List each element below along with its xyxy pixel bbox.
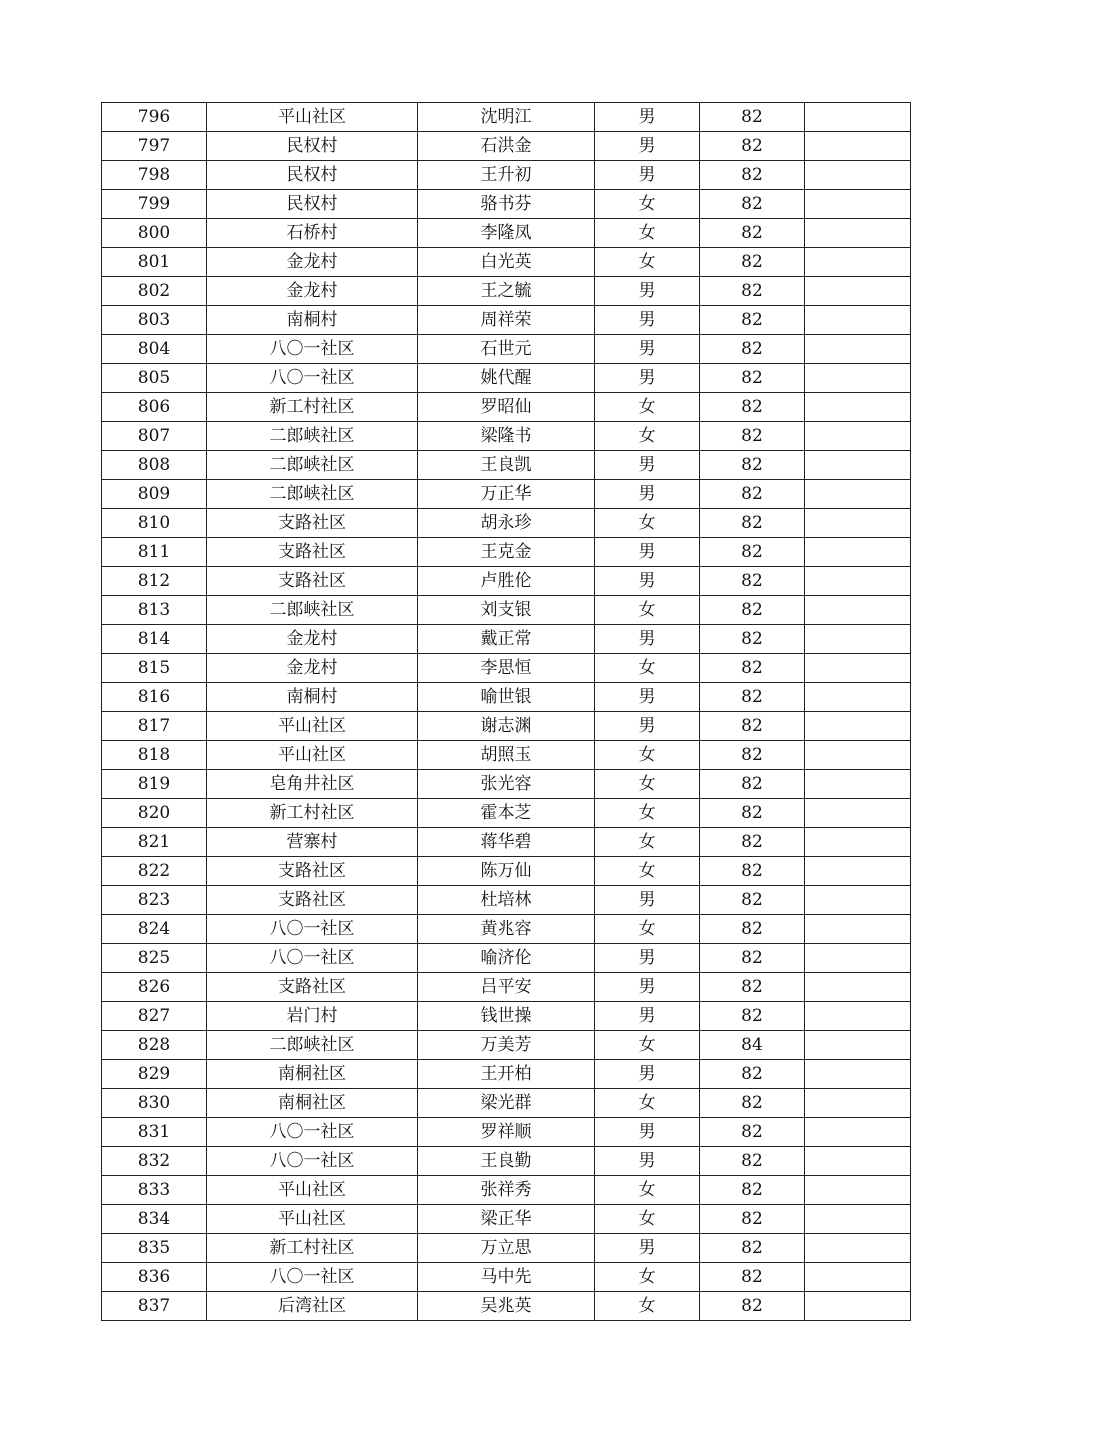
row-number-cell: 824 [102, 915, 207, 944]
age-cell: 82 [700, 161, 805, 190]
community-cell: 后湾社区 [207, 1292, 418, 1321]
table-row [102, 422, 911, 451]
sex-cell: 男 [595, 712, 700, 741]
name-cell: 喻世银 [418, 683, 595, 712]
note-cell [805, 1089, 911, 1118]
sex-cell: 女 [595, 828, 700, 857]
row-number-cell: 831 [102, 1118, 207, 1147]
name-cell: 陈万仙 [418, 857, 595, 886]
note-cell [805, 1176, 911, 1205]
age-cell: 82 [700, 654, 805, 683]
sex-cell: 男 [595, 277, 700, 306]
community-cell: 平山社区 [207, 1176, 418, 1205]
table-row [102, 103, 911, 132]
name-cell: 王之毓 [418, 277, 595, 306]
sex-cell: 女 [595, 741, 700, 770]
name-cell: 李隆凤 [418, 219, 595, 248]
table-row [102, 190, 911, 219]
table-row [102, 219, 911, 248]
name-cell: 石洪金 [418, 132, 595, 161]
row-number-cell: 832 [102, 1147, 207, 1176]
row-number-cell: 828 [102, 1031, 207, 1060]
name-cell: 梁光群 [418, 1089, 595, 1118]
note-cell [805, 393, 911, 422]
row-number-cell: 801 [102, 248, 207, 277]
row-number-cell: 822 [102, 857, 207, 886]
community-cell: 营寨村 [207, 828, 418, 857]
age-cell: 82 [700, 625, 805, 654]
name-cell: 万立思 [418, 1234, 595, 1263]
table-row [102, 1292, 911, 1321]
sex-cell: 男 [595, 161, 700, 190]
sex-cell: 男 [595, 1118, 700, 1147]
note-cell [805, 567, 911, 596]
note-cell [805, 335, 911, 364]
community-cell: 八〇一社区 [207, 335, 418, 364]
row-number-cell: 810 [102, 509, 207, 538]
community-cell: 支路社区 [207, 973, 418, 1002]
community-cell: 金龙村 [207, 248, 418, 277]
table-row [102, 1118, 911, 1147]
community-cell: 八〇一社区 [207, 1147, 418, 1176]
row-number-cell: 816 [102, 683, 207, 712]
age-cell: 82 [700, 480, 805, 509]
row-number-cell: 836 [102, 1263, 207, 1292]
community-cell: 八〇一社区 [207, 1118, 418, 1147]
age-cell: 82 [700, 335, 805, 364]
row-number-cell: 813 [102, 596, 207, 625]
community-cell: 金龙村 [207, 654, 418, 683]
name-cell: 罗昭仙 [418, 393, 595, 422]
document-sheet [101, 102, 911, 1321]
table-row [102, 538, 911, 567]
row-number-cell: 811 [102, 538, 207, 567]
community-cell: 新工村社区 [207, 1234, 418, 1263]
row-number-cell: 808 [102, 451, 207, 480]
table-row [102, 654, 911, 683]
age-cell: 82 [700, 596, 805, 625]
name-cell: 王克金 [418, 538, 595, 567]
note-cell [805, 306, 911, 335]
age-cell: 82 [700, 538, 805, 567]
note-cell [805, 132, 911, 161]
table-row [102, 335, 911, 364]
age-cell: 82 [700, 1118, 805, 1147]
name-cell: 蒋华碧 [418, 828, 595, 857]
age-cell: 82 [700, 393, 805, 422]
sex-cell: 女 [595, 219, 700, 248]
community-cell: 支路社区 [207, 538, 418, 567]
sex-cell: 男 [595, 886, 700, 915]
community-cell: 二郎峡社区 [207, 480, 418, 509]
age-cell: 82 [700, 944, 805, 973]
sex-cell: 男 [595, 306, 700, 335]
age-cell: 82 [700, 683, 805, 712]
name-cell: 钱世操 [418, 1002, 595, 1031]
note-cell [805, 973, 911, 1002]
sex-cell: 男 [595, 103, 700, 132]
name-cell: 王升初 [418, 161, 595, 190]
row-number-cell: 815 [102, 654, 207, 683]
community-cell: 南桐社区 [207, 1089, 418, 1118]
row-number-cell: 812 [102, 567, 207, 596]
age-cell: 84 [700, 1031, 805, 1060]
row-number-cell: 819 [102, 770, 207, 799]
sex-cell: 男 [595, 683, 700, 712]
note-cell [805, 1118, 911, 1147]
community-cell: 平山社区 [207, 741, 418, 770]
table-row [102, 509, 911, 538]
age-cell: 82 [700, 973, 805, 1002]
note-cell [805, 364, 911, 393]
sex-cell: 女 [595, 393, 700, 422]
table-row [102, 1234, 911, 1263]
row-number-cell: 829 [102, 1060, 207, 1089]
name-cell: 卢胜伦 [418, 567, 595, 596]
community-cell: 二郎峡社区 [207, 422, 418, 451]
age-cell: 82 [700, 915, 805, 944]
table-row [102, 1089, 911, 1118]
sex-cell: 女 [595, 1263, 700, 1292]
community-cell: 八〇一社区 [207, 1263, 418, 1292]
age-cell: 82 [700, 277, 805, 306]
sex-cell: 女 [595, 1089, 700, 1118]
age-cell: 82 [700, 364, 805, 393]
table-row [102, 1031, 911, 1060]
community-cell: 皂角井社区 [207, 770, 418, 799]
sex-cell: 男 [595, 973, 700, 1002]
table-row [102, 683, 911, 712]
table-row [102, 451, 911, 480]
sex-cell: 男 [595, 335, 700, 364]
sex-cell: 女 [595, 915, 700, 944]
community-cell: 民权村 [207, 190, 418, 219]
sex-cell: 男 [595, 538, 700, 567]
note-cell [805, 1060, 911, 1089]
age-cell: 82 [700, 567, 805, 596]
row-number-cell: 837 [102, 1292, 207, 1321]
community-cell: 八〇一社区 [207, 364, 418, 393]
table-row [102, 132, 911, 161]
note-cell [805, 480, 911, 509]
community-cell: 新工村社区 [207, 799, 418, 828]
table-row [102, 248, 911, 277]
age-cell: 82 [700, 306, 805, 335]
age-cell: 82 [700, 741, 805, 770]
note-cell [805, 799, 911, 828]
row-number-cell: 817 [102, 712, 207, 741]
table-row [102, 596, 911, 625]
note-cell [805, 248, 911, 277]
name-cell: 白光英 [418, 248, 595, 277]
sex-cell: 男 [595, 132, 700, 161]
name-cell: 王良勤 [418, 1147, 595, 1176]
age-cell: 82 [700, 1147, 805, 1176]
name-cell: 黄兆容 [418, 915, 595, 944]
note-cell [805, 422, 911, 451]
age-cell: 82 [700, 1292, 805, 1321]
sex-cell: 男 [595, 451, 700, 480]
sex-cell: 女 [595, 799, 700, 828]
name-cell: 刘支银 [418, 596, 595, 625]
age-cell: 82 [700, 248, 805, 277]
table-row [102, 1205, 911, 1234]
sex-cell: 女 [595, 509, 700, 538]
table-row [102, 915, 911, 944]
name-cell: 胡永珍 [418, 509, 595, 538]
age-cell: 82 [700, 770, 805, 799]
table-row [102, 799, 911, 828]
sex-cell: 男 [595, 1147, 700, 1176]
row-number-cell: 818 [102, 741, 207, 770]
table-row [102, 1002, 911, 1031]
table-row [102, 828, 911, 857]
name-cell: 周祥荣 [418, 306, 595, 335]
table-row [102, 886, 911, 915]
age-cell: 82 [700, 1176, 805, 1205]
row-number-cell: 799 [102, 190, 207, 219]
age-cell: 82 [700, 886, 805, 915]
roster-table [101, 102, 911, 1321]
name-cell: 吕平安 [418, 973, 595, 1002]
sex-cell: 女 [595, 770, 700, 799]
row-number-cell: 798 [102, 161, 207, 190]
sex-cell: 女 [595, 1176, 700, 1205]
name-cell: 王开柏 [418, 1060, 595, 1089]
note-cell [805, 1031, 911, 1060]
name-cell: 罗祥顺 [418, 1118, 595, 1147]
age-cell: 82 [700, 103, 805, 132]
note-cell [805, 103, 911, 132]
sex-cell: 男 [595, 1234, 700, 1263]
row-number-cell: 806 [102, 393, 207, 422]
note-cell [805, 219, 911, 248]
note-cell [805, 741, 911, 770]
community-cell: 金龙村 [207, 277, 418, 306]
note-cell [805, 625, 911, 654]
community-cell: 南桐村 [207, 306, 418, 335]
note-cell [805, 190, 911, 219]
community-cell: 平山社区 [207, 103, 418, 132]
table-row [102, 567, 911, 596]
name-cell: 胡照玉 [418, 741, 595, 770]
row-number-cell: 834 [102, 1205, 207, 1234]
table-row [102, 161, 911, 190]
name-cell: 石世元 [418, 335, 595, 364]
row-number-cell: 800 [102, 219, 207, 248]
name-cell: 沈明江 [418, 103, 595, 132]
row-number-cell: 820 [102, 799, 207, 828]
note-cell [805, 509, 911, 538]
note-cell [805, 1205, 911, 1234]
age-cell: 82 [700, 132, 805, 161]
sex-cell: 女 [595, 1205, 700, 1234]
community-cell: 二郎峡社区 [207, 1031, 418, 1060]
name-cell: 梁隆书 [418, 422, 595, 451]
name-cell: 王良凯 [418, 451, 595, 480]
age-cell: 82 [700, 1234, 805, 1263]
sex-cell: 女 [595, 1292, 700, 1321]
table-row [102, 944, 911, 973]
note-cell [805, 886, 911, 915]
row-number-cell: 803 [102, 306, 207, 335]
row-number-cell: 835 [102, 1234, 207, 1263]
row-number-cell: 809 [102, 480, 207, 509]
row-number-cell: 821 [102, 828, 207, 857]
name-cell: 李思恒 [418, 654, 595, 683]
community-cell: 二郎峡社区 [207, 596, 418, 625]
name-cell: 姚代醒 [418, 364, 595, 393]
community-cell: 民权村 [207, 161, 418, 190]
name-cell: 万美芳 [418, 1031, 595, 1060]
note-cell [805, 915, 911, 944]
sex-cell: 男 [595, 944, 700, 973]
table-row [102, 393, 911, 422]
name-cell: 戴正常 [418, 625, 595, 654]
sex-cell: 女 [595, 190, 700, 219]
row-number-cell: 805 [102, 364, 207, 393]
row-number-cell: 827 [102, 1002, 207, 1031]
note-cell [805, 161, 911, 190]
note-cell [805, 538, 911, 567]
age-cell: 82 [700, 190, 805, 219]
note-cell [805, 451, 911, 480]
row-number-cell: 814 [102, 625, 207, 654]
row-number-cell: 830 [102, 1089, 207, 1118]
name-cell: 喻济伦 [418, 944, 595, 973]
sex-cell: 男 [595, 364, 700, 393]
sex-cell: 女 [595, 1031, 700, 1060]
community-cell: 八〇一社区 [207, 915, 418, 944]
table-row [102, 364, 911, 393]
community-cell: 石桥村 [207, 219, 418, 248]
community-cell: 南桐社区 [207, 1060, 418, 1089]
sex-cell: 女 [595, 422, 700, 451]
age-cell: 82 [700, 1263, 805, 1292]
row-number-cell: 826 [102, 973, 207, 1002]
community-cell: 八〇一社区 [207, 944, 418, 973]
note-cell [805, 828, 911, 857]
name-cell: 杜培林 [418, 886, 595, 915]
table-row [102, 306, 911, 335]
sex-cell: 男 [595, 480, 700, 509]
table-row [102, 480, 911, 509]
sex-cell: 男 [595, 567, 700, 596]
age-cell: 82 [700, 422, 805, 451]
table-row [102, 857, 911, 886]
note-cell [805, 857, 911, 886]
row-number-cell: 825 [102, 944, 207, 973]
sex-cell: 女 [595, 654, 700, 683]
sex-cell: 男 [595, 1002, 700, 1031]
age-cell: 82 [700, 451, 805, 480]
age-cell: 82 [700, 509, 805, 538]
table-row [102, 973, 911, 1002]
row-number-cell: 823 [102, 886, 207, 915]
name-cell: 马中先 [418, 1263, 595, 1292]
note-cell [805, 1234, 911, 1263]
note-cell [805, 770, 911, 799]
row-number-cell: 804 [102, 335, 207, 364]
name-cell: 万正华 [418, 480, 595, 509]
sex-cell: 女 [595, 248, 700, 277]
note-cell [805, 944, 911, 973]
age-cell: 82 [700, 219, 805, 248]
community-cell: 平山社区 [207, 712, 418, 741]
table-row [102, 741, 911, 770]
note-cell [805, 1292, 911, 1321]
name-cell: 霍本芝 [418, 799, 595, 828]
table-row [102, 1176, 911, 1205]
note-cell [805, 1002, 911, 1031]
name-cell: 张祥秀 [418, 1176, 595, 1205]
table-row [102, 1060, 911, 1089]
row-number-cell: 796 [102, 103, 207, 132]
table-row [102, 1263, 911, 1292]
table-row [102, 625, 911, 654]
note-cell [805, 277, 911, 306]
row-number-cell: 797 [102, 132, 207, 161]
community-cell: 平山社区 [207, 1205, 418, 1234]
sex-cell: 男 [595, 625, 700, 654]
note-cell [805, 654, 911, 683]
note-cell [805, 1263, 911, 1292]
community-cell: 民权村 [207, 132, 418, 161]
age-cell: 82 [700, 1060, 805, 1089]
community-cell: 支路社区 [207, 567, 418, 596]
age-cell: 82 [700, 712, 805, 741]
community-cell: 岩门村 [207, 1002, 418, 1031]
row-number-cell: 833 [102, 1176, 207, 1205]
community-cell: 新工村社区 [207, 393, 418, 422]
age-cell: 82 [700, 857, 805, 886]
community-cell: 二郎峡社区 [207, 451, 418, 480]
roster-table-body [102, 103, 911, 1321]
community-cell: 支路社区 [207, 857, 418, 886]
note-cell [805, 712, 911, 741]
name-cell: 骆书芬 [418, 190, 595, 219]
age-cell: 82 [700, 828, 805, 857]
sex-cell: 女 [595, 857, 700, 886]
age-cell: 82 [700, 799, 805, 828]
name-cell: 梁正华 [418, 1205, 595, 1234]
row-number-cell: 802 [102, 277, 207, 306]
name-cell: 谢志渊 [418, 712, 595, 741]
table-row [102, 770, 911, 799]
table-row [102, 1147, 911, 1176]
table-row [102, 712, 911, 741]
note-cell [805, 596, 911, 625]
note-cell [805, 683, 911, 712]
name-cell: 吴兆英 [418, 1292, 595, 1321]
note-cell [805, 1147, 911, 1176]
age-cell: 82 [700, 1205, 805, 1234]
age-cell: 82 [700, 1002, 805, 1031]
community-cell: 南桐村 [207, 683, 418, 712]
sex-cell: 男 [595, 1060, 700, 1089]
name-cell: 张光容 [418, 770, 595, 799]
community-cell: 金龙村 [207, 625, 418, 654]
row-number-cell: 807 [102, 422, 207, 451]
community-cell: 支路社区 [207, 886, 418, 915]
community-cell: 支路社区 [207, 509, 418, 538]
sex-cell: 女 [595, 596, 700, 625]
age-cell: 82 [700, 1089, 805, 1118]
table-row [102, 277, 911, 306]
